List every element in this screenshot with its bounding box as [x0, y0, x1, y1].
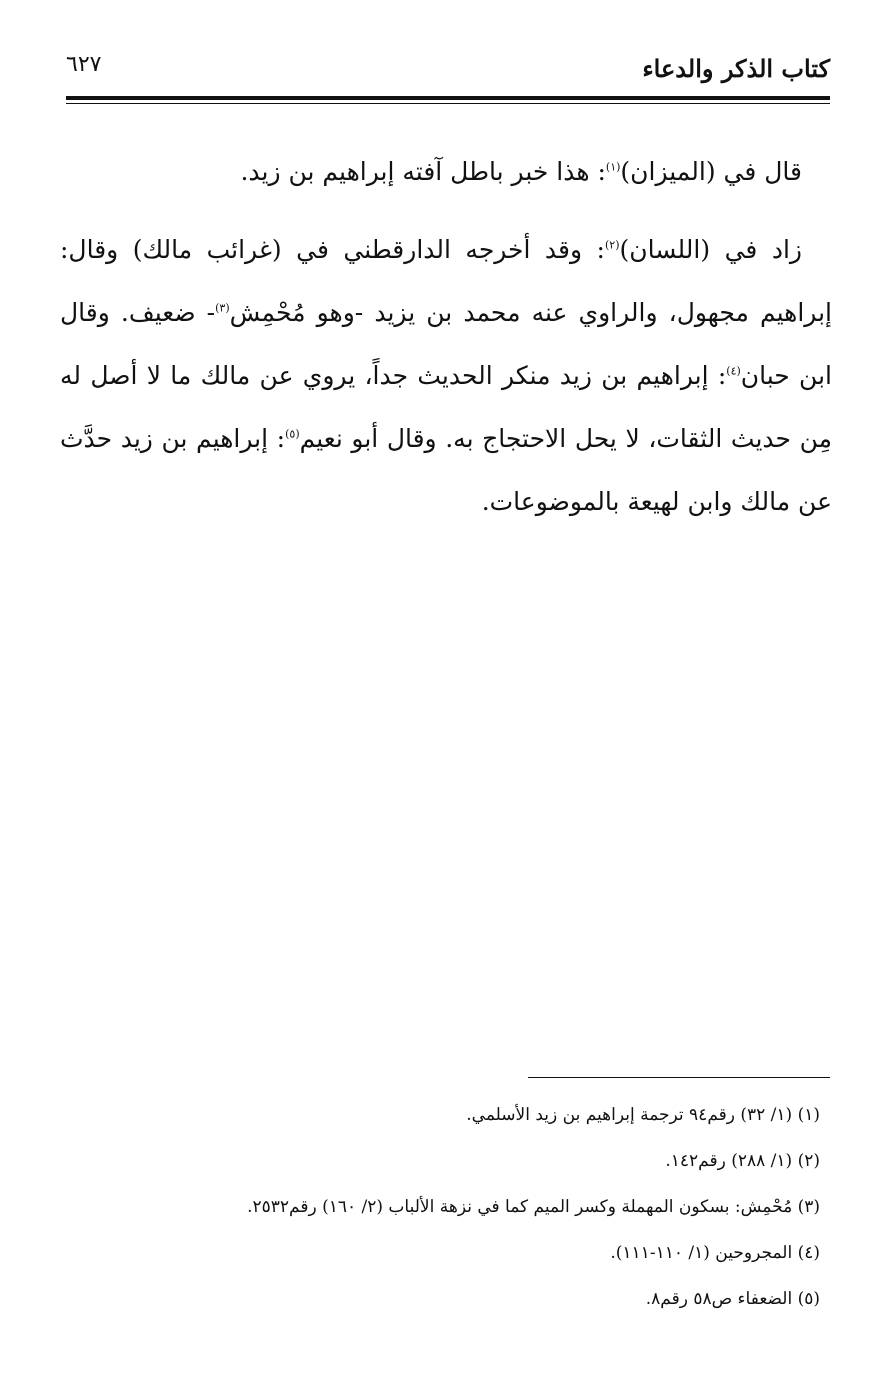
footnote-ref-1[interactable]: (١)	[605, 160, 621, 174]
paragraph-2	[60, 218, 832, 533]
header-rule-thick	[66, 96, 830, 100]
paragraph-1	[60, 140, 832, 203]
footnote-4: (٤) المجروحين (١/ ١١٠-١١١).	[610, 1243, 820, 1263]
paragraph-text: - ضعيف. وقال ابن حبان	[60, 298, 832, 390]
page-header	[66, 50, 830, 90]
paragraph-text: زاد في (اللسان)	[619, 235, 802, 264]
footnote-ref-4[interactable]: (٤)	[726, 364, 741, 378]
footnote-ref-3[interactable]: (٣)	[215, 301, 230, 315]
footnote-3: (٣) مُحْمِش: بسكون المهملة وكسر الميم كما في نزهة الألباب (٢/ ١٦٠) رقم٢٥٣٢.	[247, 1197, 820, 1217]
paragraph-text: : إبراهيم بن زيد منكر الحديث جداً، يروي عن مالك ما لا أصل له مِن حديث الثقات، لا يحل الاحتجاج به. وقال أبو نعيم	[60, 361, 832, 453]
paragraph-text: : هذا خبر باطل آفته إبراهيم بن زيد.	[240, 157, 606, 186]
footnote-ref-5[interactable]: (٥)	[285, 427, 300, 441]
footnote-2: (٢) (١/ ٢٨٨) رقم١٤٢.	[665, 1151, 820, 1171]
header-rule-thin	[66, 103, 830, 104]
book-title: كتاب الذكر والدعاء	[642, 54, 830, 83]
paragraph-text: : إبراهيم بن زيد حدَّث عن مالك وابن لهيعة بالموضوعات.	[60, 424, 832, 516]
footnotes	[120, 1092, 820, 1322]
footnote-1: (١) (١/ ٣٢) رقم٩٤ ترجمة إبراهيم بن زيد الأسلمي.	[466, 1105, 820, 1125]
paragraph-text: قال في (الميزان)	[620, 157, 802, 186]
page-number: ٦٢٧	[66, 52, 102, 77]
footnote-ref-2[interactable]: (٢)	[604, 238, 620, 252]
main-text	[60, 140, 832, 533]
paragraph-text: : وقد أخرجه الدارقطني في (غرائب مالك) وقال: إبراهيم مجهول، والراوي عنه محمد بن يزيد -وهو مُحْمِش	[60, 235, 832, 327]
footnote-separator	[528, 1077, 830, 1078]
footnote-5: (٥) الضعفاء ص٥٨ رقم٨.	[645, 1289, 820, 1309]
